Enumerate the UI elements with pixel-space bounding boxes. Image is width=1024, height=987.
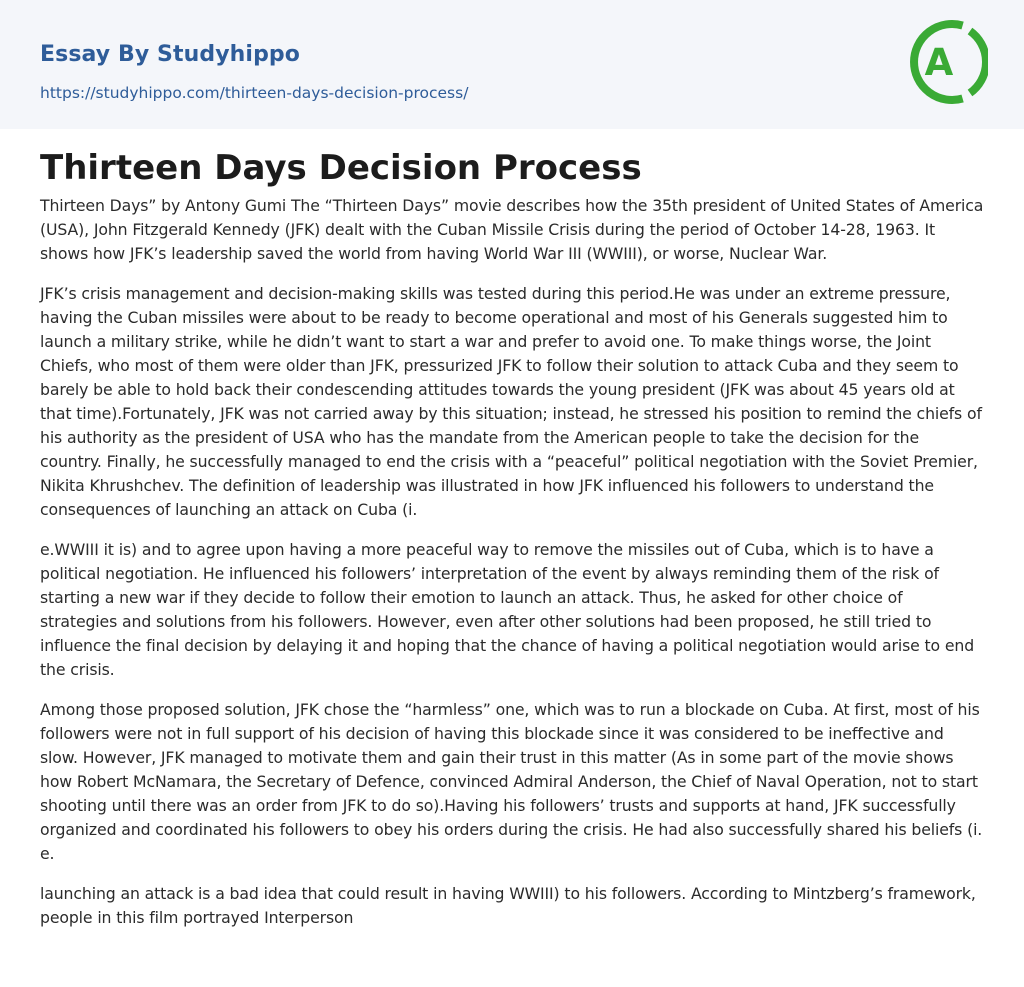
essay-paragraph: Among those proposed solution, JFK chose the “harmless” one, which was to run a blockade on Cuba. At first, most of his followers were not in full support of his decision of having this blockade since it was considered to be ineffective and slow. However, JFK managed to motivate them and gain their trust in this matter (As in some part of the movie shows how Robert McNamara, the Secretary of Defence, convinced Admiral Anderson, the Chief of Naval Operation, not to start shooting until there was an order from JFK to do so).Having his followers’ trusts and supports at hand, JFK successfully organized and coordinated his followers to obey his orders during the crisis. He had also successfully shared his beliefs (i. e. [40,700,983,863]
essay-paragraph: Thirteen Days” by Antony Gumi The “Thirteen Days” movie describes how the 35th president of United States of America (USA), John Fitzgerald Kennedy (JFK) dealt with the Cuban Missile Crisis during the period of October 14-28, 1963. It shows how JFK’s leadership saved the world from having World War III (WWIII), or worse, Nuclear War. [40,196,984,263]
studyhippo-logo-icon[interactable] [908,17,988,107]
essay-paragraph: e.WWIII it is) and to agree upon having a more peaceful way to remove the missiles out of Cuba, which is to have a political negotiation. He influenced his followers’ interpretation of the event by always reminding them of the risk of starting a new war if they decide to follow their emotion to launch an attack. Thus, he asked for other choice of strategies and solutions from his followers. However, even after other solutions had been proposed, he still tried to influence the final decision by delaying it and hoping that the chance of having a political negotiation would arise to end the crisis. [40,540,975,679]
article-url-link[interactable]: https://studyhippo.com/thirteen-days-decision-process/ [40,84,469,102]
logo-letter: A [924,41,954,84]
essay-paragraph: JFK’s crisis management and decision-making skills was tested during this period.He was under an extreme pressure, having the Cuban missiles were about to be ready to become operational and most of his Generals suggested him to launch a military strike, while he didn’t want to start a war and prefer to avoid one. To make things worse, the Joint Chiefs, who most of them were older than JFK, pressurized JFK to follow their solution to attack Cuba and they seem to barely be able to hold back their condescending attitudes towards the young president (JFK was about 45 years old at that time).Fortunately, JFK was not carried away by this situation; instead, he stressed his position to remind the chiefs of his authority as the president of USA who has the mandate from the American people to take the decision for the country. Finally, he successfully managed to end the crisis with a “peaceful” political negotiation with the Soviet Premier, Nikita Khrushchev. The definition of leadership was illustrated in how JFK influenced his followers to understand the consequences of launching an attack on Cuba (i. [40,284,982,519]
essay-paragraph: launching an attack is a bad idea that could result in having WWIII) to his followers. According to Mintzberg’s framework, people in this film portrayed Interperson [40,884,976,927]
site-header [0,0,1024,129]
essay-title: Thirteen Days Decision Process [40,148,642,188]
essay-content [40,146,984,946]
site-title[interactable]: Essay By Studyhippo [40,42,300,67]
